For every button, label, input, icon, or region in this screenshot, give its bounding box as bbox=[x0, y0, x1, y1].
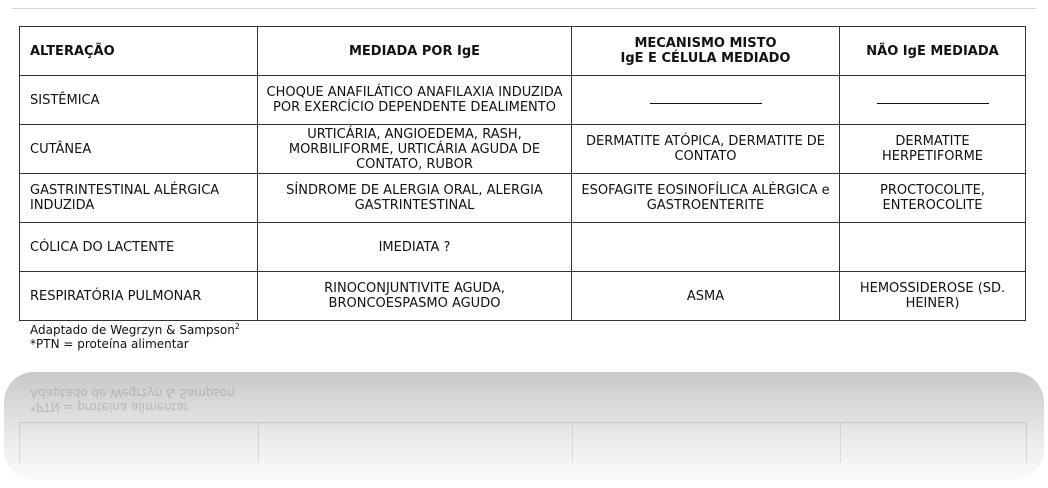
cell-ige: URTICÁRIA, ANGIOEDEMA, RASH, MORBILIFORME, URTICÁRIA AGUDA DE CONTATO, RUBOR bbox=[258, 125, 572, 174]
allergy-classification-table bbox=[19, 26, 1026, 321]
reflected-divider bbox=[572, 423, 573, 463]
reflected-divider bbox=[258, 423, 259, 463]
blank-line bbox=[877, 93, 989, 104]
table-row-sistemica bbox=[20, 76, 1026, 125]
cell-misto bbox=[572, 76, 840, 125]
cell-alteracao: GASTRINTESTINAL ALÉRGICA INDUZIDA bbox=[20, 174, 258, 223]
header-mediada-ige: MEDIADA POR IgE bbox=[258, 27, 572, 76]
table-row-colica bbox=[20, 223, 1026, 272]
cell-ige: IMEDIATA ? bbox=[258, 223, 572, 272]
source-note bbox=[30, 320, 240, 337]
cell-ige: SÍNDROME DE ALERGIA ORAL, ALERGIA GASTRINTESTINAL bbox=[258, 174, 572, 223]
header-mecanismo-misto-line1: MECANISMO MISTO bbox=[634, 36, 777, 51]
cell-alteracao: CUTÂNEA bbox=[20, 125, 258, 174]
cell-misto bbox=[572, 223, 840, 272]
cell-nao-ige bbox=[840, 76, 1026, 125]
header-mecanismo-misto bbox=[572, 27, 840, 76]
cell-ige: CHOQUE ANAFILÁTICO ANAFILAXIA INDUZIDA POR EXERCÍCIO DEPENDENTE DEALIMENTO bbox=[258, 76, 572, 125]
table-notes bbox=[30, 320, 240, 351]
reflected-footnote: *PTN = proteína alimentar bbox=[30, 400, 189, 414]
source-text: Adaptado de Wegrzyn & Sampson bbox=[30, 323, 235, 337]
header-mecanismo-misto-line2: IgE E CÉLULA MEDIADO bbox=[620, 51, 791, 66]
footnote: *PTN = proteína alimentar bbox=[30, 337, 189, 351]
cell-misto: DERMATITE ATÓPICA, DERMATITE DE CONTATO bbox=[572, 125, 840, 174]
cell-nao-ige: DERMATITE HERPETIFORME bbox=[840, 125, 1026, 174]
table-header-row bbox=[20, 27, 1026, 76]
cell-alteracao: RESPIRATÓRIA PULMONAR bbox=[20, 272, 258, 321]
reflected-table-edge bbox=[19, 422, 1027, 463]
blank-line bbox=[650, 93, 762, 104]
cell-misto: ASMA bbox=[572, 272, 840, 321]
cell-nao-ige bbox=[840, 223, 1026, 272]
header-alteracao: ALTERAÇÃO bbox=[20, 27, 258, 76]
cell-alteracao: SISTÊMICA bbox=[20, 76, 258, 125]
table-row-respiratoria bbox=[20, 272, 1026, 321]
mirror-reflection bbox=[4, 372, 1044, 480]
reflected-divider bbox=[840, 423, 841, 463]
table-row-cutanea bbox=[20, 125, 1026, 174]
header-nao-ige: NÃO IgE MEDIADA bbox=[840, 27, 1026, 76]
reflected-source: Adaptado de Wegrzyn & Sampson bbox=[30, 386, 235, 400]
table-row-gastrintestinal bbox=[20, 174, 1026, 223]
cell-alteracao: CÓLICA DO LACTENTE bbox=[20, 223, 258, 272]
cell-nao-ige: PROCTOCOLITE, ENTEROCOLITE bbox=[840, 174, 1026, 223]
cell-misto: ESOFAGITE EOSINOFÍLICA ALÉRGICA e GASTROENTERITE bbox=[572, 174, 840, 223]
top-divider bbox=[12, 0, 1036, 9]
cell-ige: RINOCONJUNTIVITE AGUDA, BRONCOESPASMO AGUDO bbox=[258, 272, 572, 321]
reflected-notes bbox=[30, 386, 235, 414]
cell-nao-ige: HEMOSSIDEROSE (SD. HEINER) bbox=[840, 272, 1026, 321]
source-reference: 2 bbox=[234, 322, 240, 331]
